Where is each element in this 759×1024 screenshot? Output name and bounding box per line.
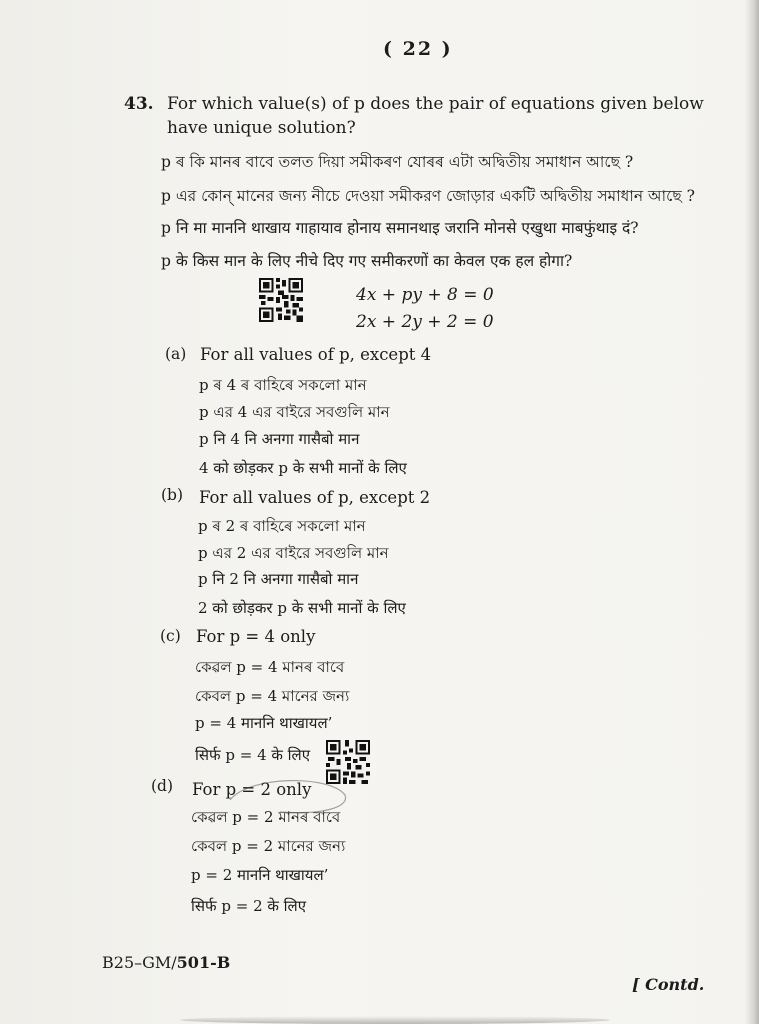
paper-code: B25–GM/501-B	[102, 953, 231, 972]
option-b-hindi: 2 को छोड़कर p के सभी मानों के लिए	[198, 599, 406, 617]
question-text-bengali: p এর কোন্‌ মানের জন্য নীচে দেওয়া সমীকরণ জোড়ার একটি অদ্বিতীয় সমাধান আছে ?	[161, 187, 695, 205]
option-a-assamese: p ৰ 4 ৰ বাহিৰে সকলো মান	[199, 376, 367, 394]
option-b-bodo: p नि 2 नि अनगा गासैबो मान	[198, 570, 359, 588]
equation-1: 4x + py + 8 = 0	[356, 285, 494, 305]
page-bottom-shadow	[180, 1016, 610, 1024]
page-edge-shadow	[745, 0, 759, 1024]
option-a-english: For all values of p, except 4	[200, 345, 432, 364]
equation-2: 2x + 2y + 2 = 0	[356, 312, 494, 332]
option-b-assamese: p ৰ 2 ৰ বাহিৰে সকলো মান	[198, 517, 366, 535]
question-number: 43.	[124, 94, 154, 114]
option-d-assamese: কেৱল p = 2 মানৰ বাবে	[191, 808, 341, 826]
option-d-bodo: p = 2 माननि थाखायल’	[191, 866, 329, 884]
option-a-letter: (a)	[165, 345, 187, 363]
option-d-bengali: কেবল p = 2 মানের জন্য	[191, 837, 346, 855]
option-c-bengali: কেবল p = 4 মানের জন্য	[195, 687, 350, 705]
option-a-bodo: p नि 4 नि अनगा गासैबो मान	[199, 430, 360, 448]
option-c-bodo: p = 4 माननि थाखायल’	[195, 714, 333, 732]
option-d-letter: (d)	[151, 777, 174, 795]
pencil-mark	[210, 770, 360, 830]
question-text-hindi: p के किस मान के लिए नीचे दिए गए समीकरणों का केवल एक हल होगा?	[161, 252, 573, 270]
question-text-english: For which value(s) of p does the pair of equations given below have unique solution?	[167, 94, 704, 138]
option-b-letter: (b)	[161, 486, 184, 504]
option-b-english: For all values of p, except 2	[199, 488, 431, 507]
option-b-bengali: p এর 2 এর বাইরে সবগুলি মান	[198, 544, 389, 562]
qr-code-icon	[259, 278, 303, 322]
option-c-assamese: কেৱল p = 4 মানৰ বাবে	[195, 658, 345, 676]
question-text-bodo: p नि मा माननि थाखाय गाहायाव होनाय समानथाइ जरानि मोनसे एखुथा माबफुंथाइ दं?	[161, 219, 639, 237]
option-a-hindi: 4 को छोड़कर p के सभी मानों के लिए	[199, 459, 407, 477]
option-a-bengali: p এর 4 এর বাইরে সবগুলি মান	[199, 403, 390, 421]
option-c-letter: (c)	[160, 627, 181, 645]
option-c-english: For p = 4 only	[196, 627, 316, 646]
option-d-hindi: सिर्फ p = 2 के लिए	[191, 897, 307, 915]
option-c-hindi: सिर्फ p = 4 के लिए	[195, 746, 311, 764]
page-number: ( 22 )	[383, 38, 453, 60]
option-d-english: For p = 2 only	[192, 780, 312, 799]
continued-label: [ Contd.	[632, 975, 705, 994]
question-text-assamese: p ৰ কি মানৰ বাবে তলত দিয়া সমীকৰণ যোৰৰ এটা অদ্বিতীয় সমাধান আছে ?	[161, 153, 634, 171]
